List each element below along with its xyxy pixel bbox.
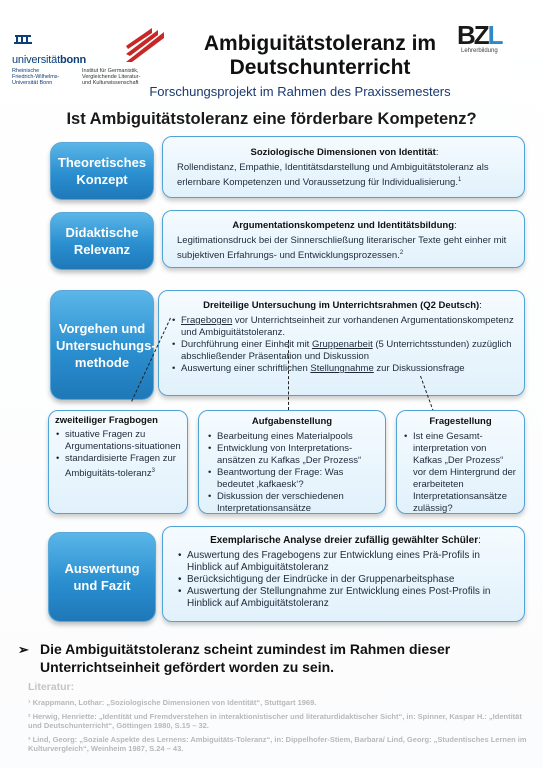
literature-ref: ¹ Krappmann, Lothar: „Soziologische Dimensionen von Identität“, Stuttgart 1969. <box>28 698 317 707</box>
list-item: • Auswertung der Stellungnahme zur Entwicklung eines Post-Profils in Hinblick auf Ambiguitätstoleranz <box>177 586 514 610</box>
box-vorgehen: Dreiteilige Untersuchung im Unterrichtsrahmen (Q2 Deutsch): • Fragebogen vor Unterrichtseinheit zur vorhandenen Argumentationskompetenz und Ambiguitätstoleranz. • Durchführung einer Einheit mit Gruppenarbeit (5 Unterrichtsstunden) zuzüglich abschließender Präsentation und Diskussion • Auswertung einer schriftlichen Stellungnahme zur Diskussionsfrage <box>158 290 525 396</box>
list-item: • Entwicklung von Interpretations-ansätzen zu Kafkas „Der Prozess“ <box>207 443 377 467</box>
literature-ref: ² Herwig, Henriette: „Identität und Fremdverstehen in interaktionistischer und literaturdidaktischer Sicht“, in: Spinner, Kaspar H.: „Identität und Deutschunterricht“, Göttingen 1980, S.15 – 32. <box>28 712 522 730</box>
arrow-icon: ➢ <box>18 642 29 657</box>
label-auswertung: Auswertung und Fazit <box>48 532 156 622</box>
university-subtitle: Rheinische Friedrich-Wilhelms- Universität Bonn <box>12 68 60 86</box>
list-item: • Auswertung einer schriftlichen Stellungnahme zur Diskussionsfrage <box>171 363 514 375</box>
list-item: • Auswertung des Fragebogens zur Entwicklung eines Prä-Profils in Hinblick auf Ambiguitätstoleranz <box>177 550 514 574</box>
university-flag-icon <box>124 24 164 64</box>
list-item: • standardisierte Fragen zur Ambiguitäts-toleranz$^3$ <box>55 453 181 480</box>
label-theoretisches-konzept: Theoretisches Konzept <box>50 142 154 200</box>
label-didaktische-relevanz: Didaktische Relevanz <box>50 212 154 270</box>
box-auswertung: Exemplarische Analyse dreier zufällig gewählter Schüler: • Auswertung des Fragebogens zur Entwicklung eines Prä-Profils in Hinblick auf Ambiguitätstoleranz • Berücksichtigung der Eindrücke in der Gruppenarbeitsphase • Auswertung der Stellungnahme zur Entwicklung eines Post-Profils in Hinblick auf Ambiguitätstoleranz <box>162 526 525 622</box>
university-logo <box>12 24 180 86</box>
university-bars-icon <box>12 24 67 52</box>
research-question: Ist Ambiguitätstoleranz eine förderbare Kompetenz? <box>66 110 477 128</box>
conclusion: ➢ Die Ambiguitätstoleranz scheint zumindest im Rahmen dieser Unterrichtseinheit gefördert worden zu sein. <box>18 641 451 675</box>
connector-line <box>288 340 289 410</box>
list-item: • Diskussion der verschiedenen Interpretationsansätze <box>207 491 377 515</box>
literature-heading: Literatur: <box>28 681 75 693</box>
page-title: Ambiguitätstoleranz im Deutschunterricht <box>203 32 437 79</box>
box-fragestellung: Fragestellung • Ist eine Gesamt-interpretation von Kafkas „Der Prozess“ vor dem Hintergrund der erarbeiteten Interpretationsansätze zulässig? <box>396 410 525 514</box>
box-fragebogen: zweiteiliger Fragbogen • situative Fragen zu Argumentations-situationen • standardisierte Fragen zur Ambiguitäts-toleranz$^3$ <box>48 410 188 514</box>
list-item: • Fragebogen vor Unterrichtseinheit zur vorhandenen Argumentationskompetenz und Ambiguitätstoleranz. <box>171 315 514 339</box>
list-item: • Beantwortung der Frage: Was bedeutet ‚kafkaesk‘? <box>207 467 377 491</box>
literature-ref: ³ Lind, Georg: „Soziale Aspekte des Lernens: Ambiguitäts-Toleranz“, in: Dippelhofer-Stiem, Barbara/ Lind, Georg: „Studentisches Lernen im Kulturvergleich“, Weinheim 1987, S.24 – 43. <box>28 735 527 753</box>
university-name: universitätbonn <box>12 54 87 66</box>
subtitle: Forschungsprojekt im Rahmen des Praxissemesters <box>149 84 451 99</box>
list-item: • situative Fragen zu Argumentations-situationen <box>55 429 181 453</box>
label-vorgehen: Vorgehen und Untersuchungs-methode <box>50 290 154 400</box>
box-didaktische-relevanz: Argumentationskompetenz und Identitätsbildung: Legitimationsdruck bei der Sinnerschließung literarischer Texte geht einher mit subjektiven Erfahrungs- und Entwicklungsprozessen.$^2$ <box>162 210 525 268</box>
list-item: • Berücksichtigung der Eindrücke in der Gruppenarbeitsphase <box>177 574 514 586</box>
box-theoretisches-konzept: Soziologische Dimensionen von Identität: Rollendistanz, Empathie, Identitätsdarstellung und Ambiguitätstoleranz als erlernbare Kompetenzen und Voraussetzung für Individualisierung.$^1$ <box>162 136 525 198</box>
literature <box>28 683 528 758</box>
bzl-logo: BZL Lehrerbildung <box>457 20 502 54</box>
list-item: • Bearbeitung eines Materialpools <box>207 431 377 443</box>
institute-name: Institut für Germanistik, Vergleichende Literatur- und Kulturwissenschaft <box>82 68 141 86</box>
list-item: • Ist eine Gesamt-interpretation von Kafkas „Der Prozess“ vor dem Hintergrund der erarbeiteten Interpretationsansätze zulässig? <box>403 431 518 515</box>
list-item: • Durchführung einer Einheit mit Gruppenarbeit (5 Unterrichtsstunden) zuzüglich abschließender Präsentation und Diskussion <box>171 339 514 363</box>
box-aufgabenstellung: Aufgabenstellung • Bearbeitung eines Materialpools • Entwicklung von Interpretations-ansätzen zu Kafkas „Der Prozess“ • Beantwortung der Frage: Was bedeutet ‚kafkaesk‘? • Diskussion der verschiedenen Interpretationsansätze <box>198 410 386 514</box>
